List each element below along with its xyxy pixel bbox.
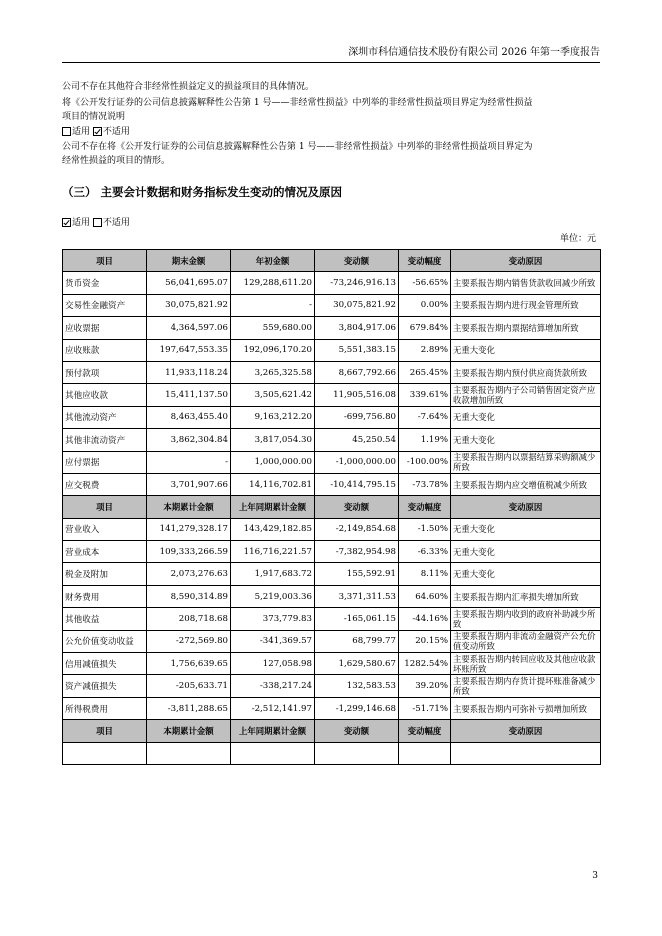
table-header-row xyxy=(63,250,601,272)
amount-cell: - xyxy=(231,294,315,316)
table-row xyxy=(63,630,601,652)
row-label: 预付款项 xyxy=(63,361,147,383)
amount-cell: 1,000,000.00 xyxy=(231,451,315,473)
amount-cell: -10,414,795.15 xyxy=(315,473,399,495)
column-header: 期末金额 xyxy=(147,250,231,272)
intro-line-3: 项目的情况说明 xyxy=(62,112,126,122)
row-label: 货币资金 xyxy=(63,272,147,294)
amount-cell: 132,583.53 xyxy=(315,675,399,697)
column-header: 变动幅度 xyxy=(399,250,451,272)
column-header: 变动幅度 xyxy=(399,720,451,742)
change-reason: 主要系报告期内收到的政府补助减少所致 xyxy=(451,608,601,630)
amount-cell: -699,756.80 xyxy=(315,406,399,428)
amount-cell xyxy=(399,742,451,764)
amount-cell: 68,799.77 xyxy=(315,630,399,652)
financial-changes-table xyxy=(62,249,601,765)
amount-cell: -338,217.24 xyxy=(231,675,315,697)
amount-cell: 109,333,266.59 xyxy=(147,541,231,563)
section-applicability xyxy=(62,216,602,230)
row-label: 税金及附加 xyxy=(63,563,147,585)
amount-cell: 559,680.00 xyxy=(231,317,315,339)
report-title: 深圳市科信通信技术股份有限公司 2026 年第一季度报告 xyxy=(348,47,600,58)
change-reason: 主要系报告期内票据结算增加所致 xyxy=(451,317,601,339)
column-header: 变动幅度 xyxy=(399,496,451,518)
unit-label: 单位：元 xyxy=(559,234,596,244)
amount-cell: 3,701,907.66 xyxy=(147,473,231,495)
option-applicable-label: 适用 xyxy=(72,218,91,228)
amount-cell: -165,061.15 xyxy=(315,608,399,630)
intro-line-2: 将《公开发行证券的公司信息披露解释性公告第 1 号——非经常性损益》中列举的非经常性损益项目界定为经常性损益 xyxy=(62,98,533,108)
change-reason: 主要系报告期内销售货款收回减少所致 xyxy=(451,272,601,294)
amount-cell: 155,592.91 xyxy=(315,563,399,585)
change-reason: 主要系报告期内预付供应商货款所致 xyxy=(451,361,601,383)
table-row xyxy=(63,361,601,383)
amount-cell: 5,219,003.36 xyxy=(231,585,315,607)
amount-cell: 373,779.83 xyxy=(231,608,315,630)
column-header: 变动原因 xyxy=(451,720,601,742)
amount-cell: 265.45% xyxy=(399,361,451,383)
checked-box-icon xyxy=(93,127,102,136)
change-reason: 无重大变化 xyxy=(451,518,601,540)
page-number: 3 xyxy=(592,871,598,881)
table-row xyxy=(63,384,601,406)
section-title: （三） 主要会计数据和财务指标发生变动的情况及原因 xyxy=(62,185,343,199)
change-reason: 主要系报告期内转回应收及其他应收款坏账所致 xyxy=(451,653,601,675)
table-row xyxy=(63,429,601,451)
table-header-row xyxy=(63,496,601,518)
amount-cell: 30,075,821.92 xyxy=(147,294,231,316)
change-reason: 无重大变化 xyxy=(451,406,601,428)
checked-box-icon xyxy=(62,218,71,227)
amount-cell: -1,000,000.00 xyxy=(315,451,399,473)
change-reason: 主要系报告期内以票据结算采购额减少所致 xyxy=(451,451,601,473)
amount-cell: 3,371,311.53 xyxy=(315,585,399,607)
column-header: 变动原因 xyxy=(451,496,601,518)
amount-cell: -73,246,916.13 xyxy=(315,272,399,294)
table-row xyxy=(63,294,601,316)
amount-cell: 1282.54% xyxy=(399,653,451,675)
table-row xyxy=(63,317,601,339)
column-header: 变动额 xyxy=(315,250,399,272)
option-not-applicable-label: 不适用 xyxy=(102,127,130,137)
amount-cell: 14,116,702.81 xyxy=(231,473,315,495)
change-reason xyxy=(451,742,601,764)
row-label: 交易性金融资产 xyxy=(63,294,147,316)
amount-cell: 8,667,792.66 xyxy=(315,361,399,383)
intro-line-5: 公司不存在将《公开发行证券的公司信息披露解释性公告第 1 号——非经常性损益》中列举的非经常性损益项目界定为 xyxy=(62,142,533,152)
amount-cell: 4,364,597.06 xyxy=(147,317,231,339)
amount-cell: -56.65% xyxy=(399,272,451,294)
column-header: 变动额 xyxy=(315,720,399,742)
row-label: 其他流动资产 xyxy=(63,406,147,428)
amount-cell: 8,590,314.89 xyxy=(147,585,231,607)
row-label: 其他应收款 xyxy=(63,384,147,406)
page-header xyxy=(62,44,600,63)
column-header: 上年同期累计金额 xyxy=(231,496,315,518)
amount-cell: 1.19% xyxy=(399,429,451,451)
amount-cell: 3,505,621.42 xyxy=(231,384,315,406)
change-reason: 无重大变化 xyxy=(451,563,601,585)
table-row xyxy=(63,742,601,764)
row-label: 营业成本 xyxy=(63,541,147,563)
table-row xyxy=(63,585,601,607)
amount-cell: 3,265,325.58 xyxy=(231,361,315,383)
table-row xyxy=(63,272,601,294)
amount-cell: 141,279,328.17 xyxy=(147,518,231,540)
column-header: 本期累计金额 xyxy=(147,496,231,518)
change-reason: 主要系报告期内可弥补亏损增加所致 xyxy=(451,697,601,719)
option-not-applicable-label: 不适用 xyxy=(102,218,130,228)
change-reason: 主要系报告期内存货计提坏账准备减少所致 xyxy=(451,675,601,697)
row-label: 公允价值变动收益 xyxy=(63,630,147,652)
amount-cell: 192,096,170.20 xyxy=(231,339,315,361)
amount-cell: -1.50% xyxy=(399,518,451,540)
amount-cell: -1,299,146.68 xyxy=(315,697,399,719)
table-row xyxy=(63,406,601,428)
intro-line-1: 公司不存在其他符合非经常性损益定义的损益项目的具体情况。 xyxy=(62,82,315,92)
row-label: 资产减值损失 xyxy=(63,675,147,697)
amount-cell: -7,382,954.98 xyxy=(315,541,399,563)
amount-cell: 5,551,383.15 xyxy=(315,339,399,361)
table-row xyxy=(63,563,601,585)
change-reason: 无重大变化 xyxy=(451,541,601,563)
amount-cell: 339.61% xyxy=(399,384,451,406)
amount-cell: 11,905,516.08 xyxy=(315,384,399,406)
amount-cell: 1,917,683.72 xyxy=(231,563,315,585)
table-row xyxy=(63,608,601,630)
amount-cell: 2.89% xyxy=(399,339,451,361)
table-row xyxy=(63,697,601,719)
amount-cell: 64.60% xyxy=(399,585,451,607)
amount-cell: 1,756,639.65 xyxy=(147,653,231,675)
change-reason: 主要系报告期内应交增值税减少所致 xyxy=(451,473,601,495)
column-header: 上年同期累计金额 xyxy=(231,720,315,742)
amount-cell: -2,149,854.68 xyxy=(315,518,399,540)
amount-cell xyxy=(231,742,315,764)
unchecked-box-icon xyxy=(93,218,102,227)
column-header: 年初金额 xyxy=(231,250,315,272)
amount-cell: 129,288,611.20 xyxy=(231,272,315,294)
amount-cell: 679.84% xyxy=(399,317,451,339)
amount-cell: 3,862,304.84 xyxy=(147,429,231,451)
column-header: 变动额 xyxy=(315,496,399,518)
amount-cell: -3,811,288.65 xyxy=(147,697,231,719)
amount-cell: 3,804,917.06 xyxy=(315,317,399,339)
amount-cell: 2,073,276.63 xyxy=(147,563,231,585)
amount-cell: 127,058.98 xyxy=(231,653,315,675)
amount-cell: 45,250.54 xyxy=(315,429,399,451)
column-header: 项目 xyxy=(63,496,147,518)
amount-cell: -7.64% xyxy=(399,406,451,428)
option-applicable-label: 适用 xyxy=(72,127,91,137)
table-row xyxy=(63,339,601,361)
row-label: 信用减值损失 xyxy=(63,653,147,675)
amount-cell: -44.16% xyxy=(399,608,451,630)
amount-cell: 9,163,212.20 xyxy=(231,406,315,428)
amount-cell xyxy=(315,742,399,764)
column-header: 本期累计金额 xyxy=(147,720,231,742)
table-header-row xyxy=(63,720,601,742)
amount-cell: 39.20% xyxy=(399,675,451,697)
amount-cell: 15,411,137.50 xyxy=(147,384,231,406)
change-reason: 无重大变化 xyxy=(451,429,601,451)
row-label: 其他非流动资产 xyxy=(63,429,147,451)
intro-line-6: 经常性损益的项目的情形。 xyxy=(62,156,171,166)
table-row xyxy=(63,518,601,540)
column-header: 变动原因 xyxy=(451,250,601,272)
column-header: 项目 xyxy=(63,720,147,742)
change-reason: 无重大变化 xyxy=(451,339,601,361)
amount-cell: 8.11% xyxy=(399,563,451,585)
table-row xyxy=(63,473,601,495)
amount-cell: 0.00% xyxy=(399,294,451,316)
amount-cell: -272,569.80 xyxy=(147,630,231,652)
row-label: 营业收入 xyxy=(63,518,147,540)
amount-cell: 11,933,118.24 xyxy=(147,361,231,383)
amount-cell: 56,041,695.07 xyxy=(147,272,231,294)
row-label: 所得税费用 xyxy=(63,697,147,719)
amount-cell: -73.78% xyxy=(399,473,451,495)
row-label xyxy=(63,742,147,764)
amount-cell: -100.00% xyxy=(399,451,451,473)
row-label: 应收账款 xyxy=(63,339,147,361)
unchecked-box-icon xyxy=(62,127,71,136)
amount-cell: - xyxy=(147,451,231,473)
change-reason: 主要系报告期内子公司销售固定资产应收款增加所致 xyxy=(451,384,601,406)
change-reason: 主要系报告期内汇率损失增加所致 xyxy=(451,585,601,607)
amount-cell: 1,629,580.67 xyxy=(315,653,399,675)
table-row xyxy=(63,541,601,563)
applicability-options xyxy=(62,125,602,139)
table-row xyxy=(63,653,601,675)
row-label: 应付票据 xyxy=(63,451,147,473)
amount-cell: -6.33% xyxy=(399,541,451,563)
change-reason: 主要系报告期内非流动金融资产公允价值变动所致 xyxy=(451,630,601,652)
amount-cell: -341,369.57 xyxy=(231,630,315,652)
table-row xyxy=(63,451,601,473)
amount-cell: 116,716,221.57 xyxy=(231,541,315,563)
amount-cell: 197,647,553.35 xyxy=(147,339,231,361)
amount-cell: 3,817,054.30 xyxy=(231,429,315,451)
amount-cell: -51.71% xyxy=(399,697,451,719)
amount-cell: -205,633.71 xyxy=(147,675,231,697)
row-label: 其他收益 xyxy=(63,608,147,630)
table-row xyxy=(63,675,601,697)
amount-cell: 8,463,455.40 xyxy=(147,406,231,428)
amount-cell xyxy=(147,742,231,764)
amount-cell: 208,718.68 xyxy=(147,608,231,630)
amount-cell: 30,075,821.92 xyxy=(315,294,399,316)
row-label: 应收票据 xyxy=(63,317,147,339)
row-label: 应交税费 xyxy=(63,473,147,495)
amount-cell: 20.15% xyxy=(399,630,451,652)
amount-cell: -2,512,141.97 xyxy=(231,697,315,719)
column-header: 项目 xyxy=(63,250,147,272)
change-reason: 主要系报告期内进行现金管理所致 xyxy=(451,294,601,316)
row-label: 财务费用 xyxy=(63,585,147,607)
amount-cell: 143,429,182.85 xyxy=(231,518,315,540)
